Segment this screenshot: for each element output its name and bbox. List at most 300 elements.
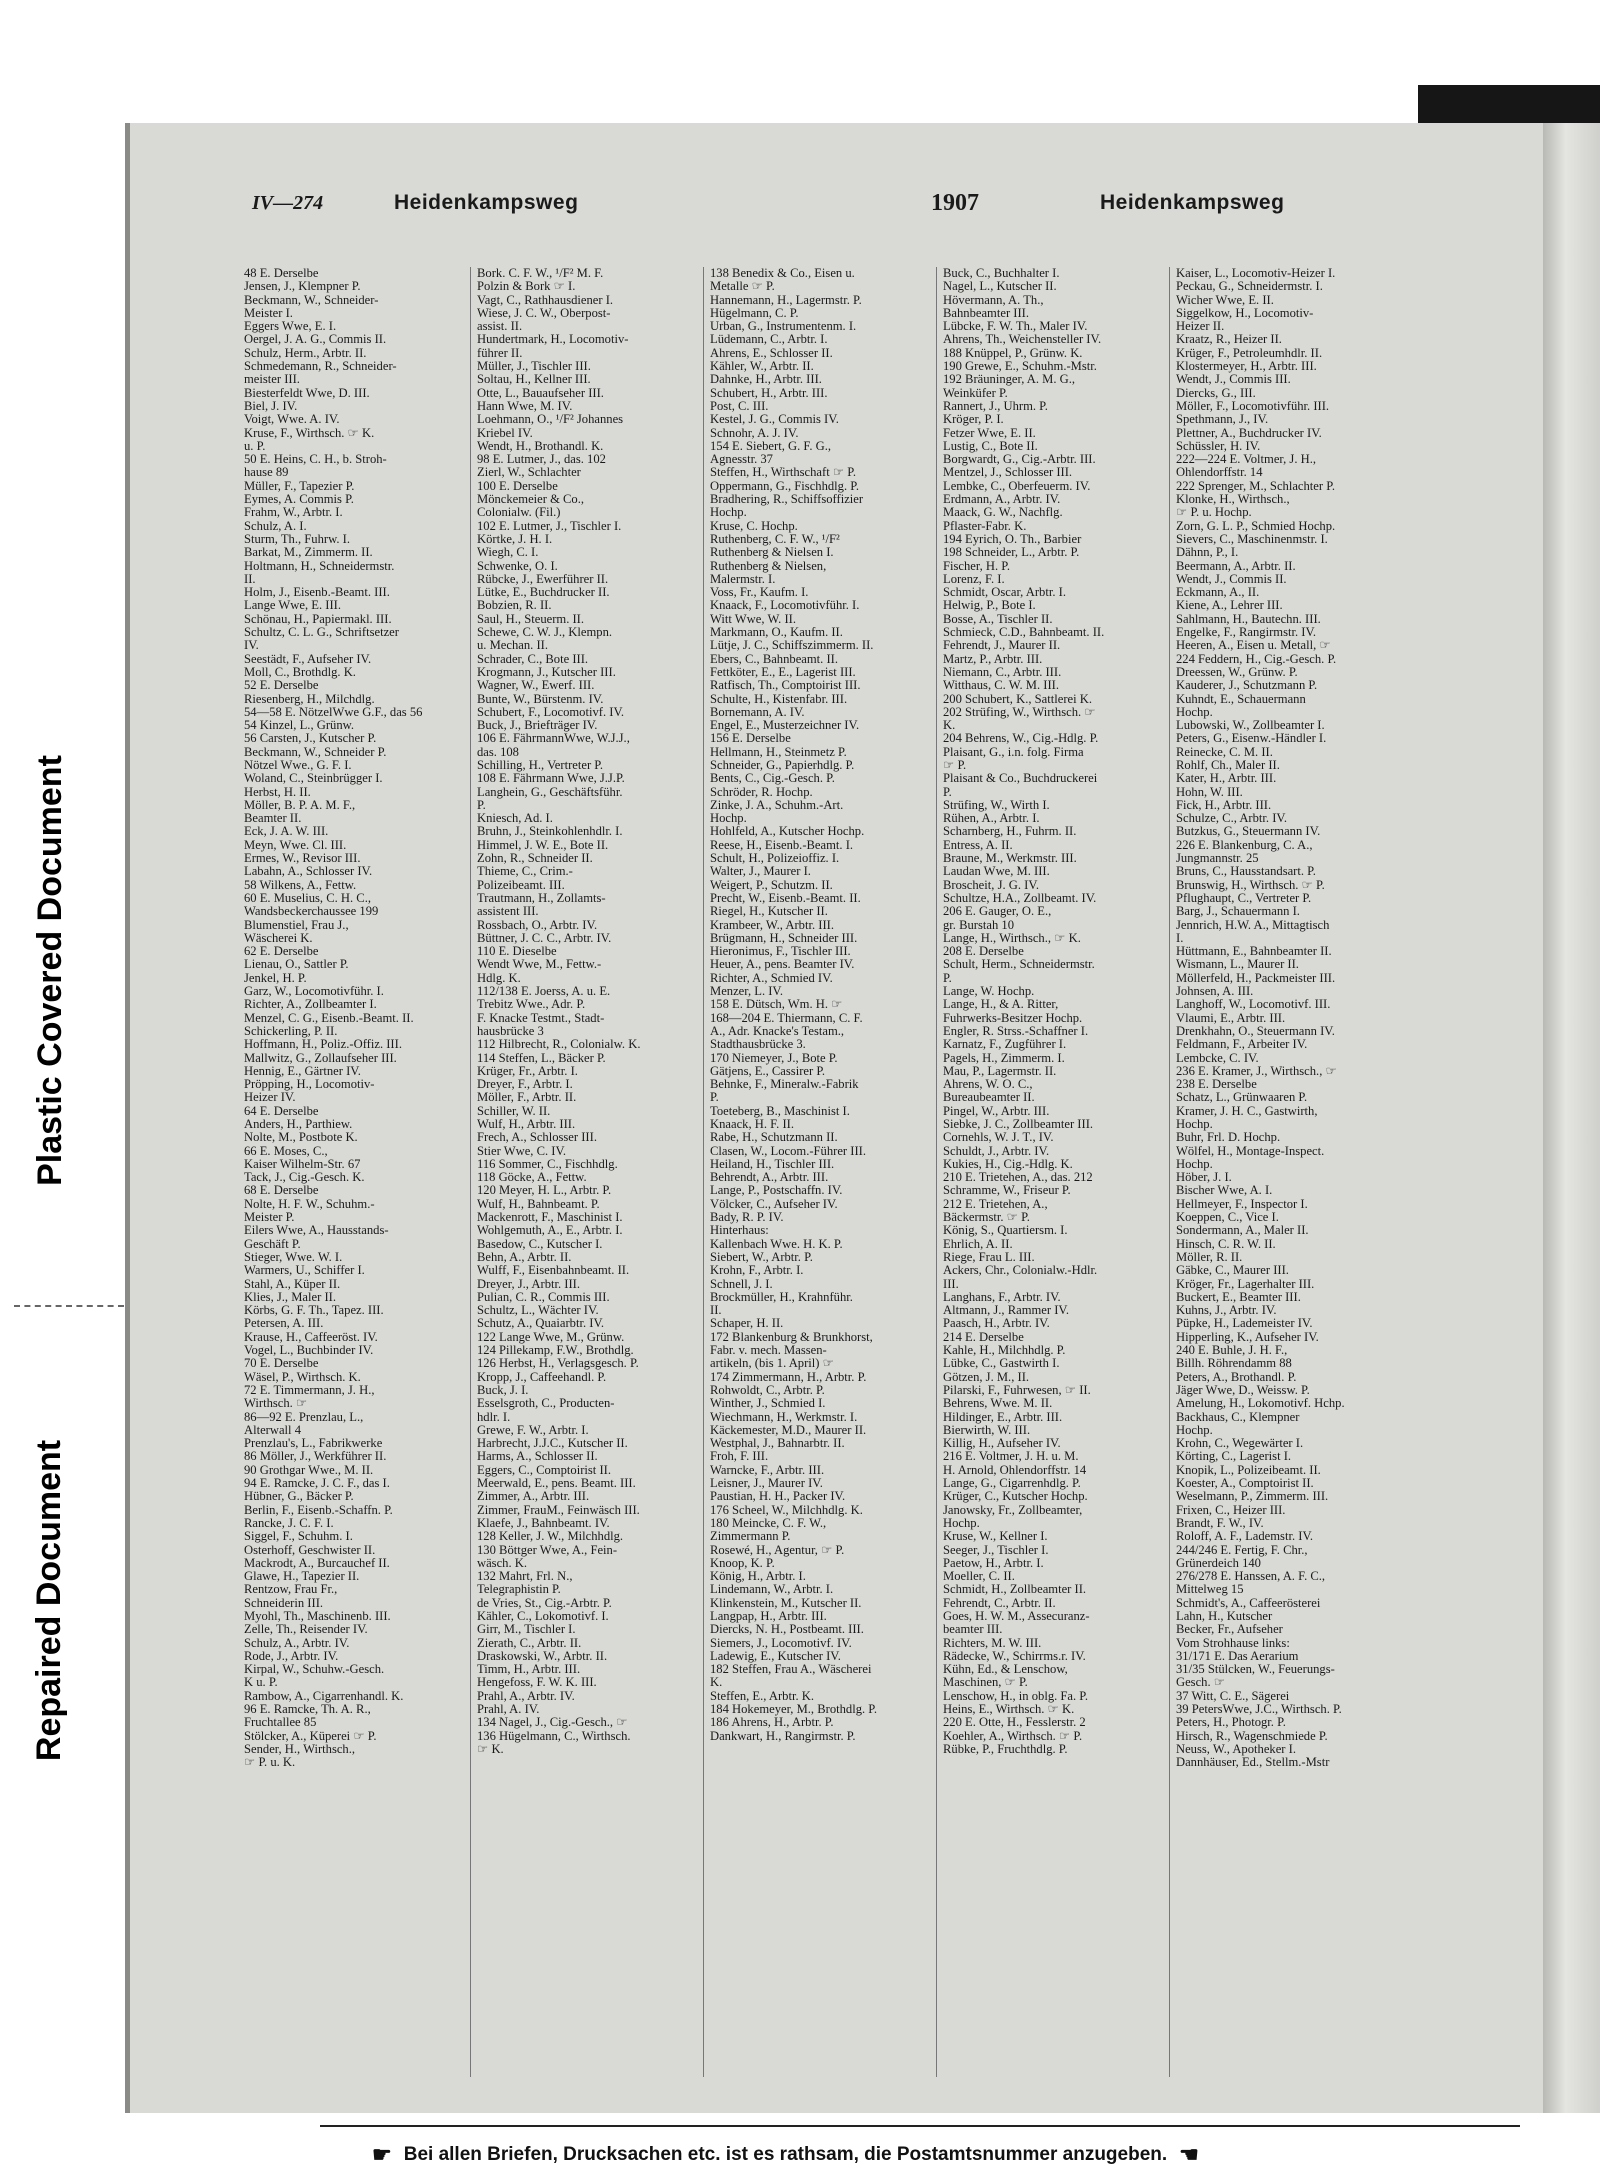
directory-entry: Hochp. [1176, 705, 1213, 719]
directory-entry: Maack, G. W., Nachflg. [943, 506, 1063, 520]
directory-entry: Mallwitz, G., Zollaufseher III. [244, 1051, 397, 1065]
directory-entry: Klonke, H., Wirthsch., [1176, 493, 1290, 507]
directory-entry: Oergel, J. A. G., Commis II. [244, 333, 387, 347]
directory-entry: Hohn, W. III. [1176, 785, 1243, 799]
directory-entry: 94 E. Ramcke, J. C. F., das I. [244, 1477, 390, 1491]
directory-entry: Ohlendorffstr. 14 [1176, 466, 1263, 480]
directory-entry: Wandsbeckerchaussee 199 [244, 905, 379, 919]
directory-entry: Schnohr, A. J. IV. [710, 426, 799, 440]
directory-entry: Wölfel, H., Montage-Inspect. [1176, 1144, 1325, 1158]
directory-entry: Schult, Herm., Schneidermstr. [943, 958, 1095, 972]
directory-entry: Polzin & Bork ☞ I. [477, 280, 576, 294]
directory-entry: Richters, M. W. III. [943, 1636, 1042, 1650]
directory-entry: 192 Bräuninger, A. M. G., [943, 373, 1076, 387]
directory-entry: Prenzlau's, L., Fabrikwerke [244, 1437, 383, 1451]
directory-entry: assist. II. [477, 320, 523, 334]
directory-entry: Lange, H., Wirthsch., ☞ K. [943, 931, 1081, 945]
directory-entry: Hennig, E., Gärtner IV. [244, 1064, 361, 1078]
directory-entry: Ruthenberg & Nielsen I. [710, 546, 834, 560]
directory-entry: Prahl, A. IV. [477, 1703, 540, 1717]
directory-entry: Wendt, J., Commis III. [1176, 373, 1291, 387]
directory-entry: Schutz, A., Quaiarbtr. IV. [477, 1317, 605, 1331]
directory-entry: Klinkenstein, M., Kutscher II. [710, 1596, 862, 1610]
directory-entry: Käckemester, M.D., Maurer II. [710, 1423, 867, 1437]
directory-entry: 156 E. Derselbe [710, 732, 791, 746]
directory-entry: Schultz, C. L. G., Schriftsetzer [244, 626, 399, 640]
directory-entry: 208 E. Derselbe [943, 945, 1024, 959]
directory-entry: Meerwald, E., pens. Beamt. III. [477, 1477, 636, 1491]
directory-entry: Kauderer, J., Schutzmann P. [1176, 679, 1318, 693]
directory-entry: 132 Mahrt, Frl. N., [477, 1570, 573, 1584]
directory-entry: Schnell, J. I. [710, 1277, 773, 1291]
directory-entry: Krause, H., Caffeeröst. IV. [244, 1330, 378, 1344]
directory-entry: Kestel, J. G., Commis IV. [710, 413, 839, 427]
directory-entry: Schramme, W., Friseur P. [943, 1184, 1071, 1198]
directory-entry: Rübcke, J., Ewerführer II. [477, 572, 609, 586]
directory-entry: Erdmann, A., Arbtr. IV. [943, 493, 1061, 507]
directory-entry: Peckau, G., Schneidermstr. I. [1176, 280, 1323, 294]
directory-entry: König, S., Quartiersm. I. [943, 1224, 1068, 1238]
directory-entry: I. [1176, 931, 1184, 945]
directory-entry: Janowsky, Fr., Zollbeamter, [943, 1503, 1083, 1517]
directory-entry: Dreessen, W., Grünw. P. [1176, 665, 1298, 679]
directory-entry: führer II. [477, 346, 523, 360]
directory-entry: Bork. C. F. W., ¹/F² M. F. [477, 267, 604, 280]
directory-entry: Cornehls, W. J. T., IV. [943, 1131, 1054, 1145]
directory-entry: Ahrens, Th., Weichensteller IV. [943, 333, 1102, 347]
directory-entry: Lüdemann, C., Arbtr. I. [710, 333, 828, 347]
directory-entry: Völcker, C., Aufseher IV. [710, 1197, 838, 1211]
directory-entry: 172 Blankenburg & Brunkhorst, [710, 1330, 873, 1344]
directory-entry: Steffen, H., Wirthschaft ☞ P. [710, 466, 857, 480]
directory-entry: 202 Strüfing, W., Wirthsch. ☞ [943, 705, 1096, 719]
directory-entry: A., Adr. Knacke's Testam., [710, 1024, 845, 1038]
directory-entry: Schickerling, P. II. [244, 1024, 338, 1038]
directory-entry: Plaisant & Co., Buchdruckerei [943, 772, 1098, 786]
directory-entry: Hundertmark, H., Locomotiv- [477, 333, 629, 347]
directory-entry: 170 Niemeyer, J., Bote P. [710, 1051, 838, 1065]
directory-entry: Wendt, J., Commis II. [1176, 572, 1287, 586]
directory-entry: Warmers, U., Schiffer I. [244, 1264, 365, 1278]
directory-entry: 188 Knüppel, P., Grünw. K. [943, 346, 1083, 360]
directory-entry: Nolte, H. F. W., Schuhm.- [244, 1197, 375, 1211]
directory-entry: Helwig, P., Bote I. [943, 599, 1036, 613]
directory-entry: 62 E. Derselbe [244, 945, 319, 959]
directory-entry: Brügmann, H., Schneider III. [710, 931, 858, 945]
directory-entry: Vogel, L., Buchbinder IV. [244, 1344, 374, 1358]
directory-entry: Blumenstiel, Frau J., [244, 918, 349, 932]
directory-entry: Laudan Wwe, M. III. [943, 865, 1050, 879]
directory-entry: Bosse, A., Tischler II. [943, 612, 1053, 626]
directory-entry: Meyn, Wwe. Cl. III. [244, 838, 347, 852]
directory-entry: Langhans, F., Arbtr. IV. [943, 1290, 1061, 1304]
directory-entry: Schiller, W. II. [477, 1104, 551, 1118]
directory-entry: Westphal, J., Bahnarbtr. II. [710, 1437, 845, 1451]
directory-entry: Hellmann, H., Steinmetz P. [710, 745, 847, 759]
footer-notice: Bei allen Briefen, Drucksachen etc. ist es rathsam, die Postamtsnummer anzugeben. [403, 2144, 1168, 2165]
directory-entry: Saul, H., Steuerm. II. [477, 612, 585, 626]
directory-entry: Jensen, J., Klempner P. [244, 280, 361, 294]
directory-entry: Trebitz Wwe., Adr. P. [477, 998, 586, 1012]
directory-entry: Lahn, H., Kutscher [1176, 1609, 1273, 1623]
directory-entry: Schmedemann, R., Schneider- [244, 360, 397, 374]
directory-entry: Langhein, G., Geschäftsführ. [477, 785, 623, 799]
directory-entry: 66 E. Moses, C., [244, 1144, 328, 1158]
directory-entry: Ruthenberg & Nielsen, [710, 559, 827, 573]
directory-entry: Koeppen, C., Vice I. [1176, 1211, 1279, 1225]
repaired-document-text: Repaired Document [30, 1439, 69, 1761]
directory-entry: Bischer Wwe, A. I. [1176, 1184, 1273, 1198]
directory-entry: Bureaubeamter II. [943, 1091, 1035, 1105]
directory-entry: Kruse, W., Kellner I. [943, 1530, 1048, 1544]
directory-entry: Schulz, A., Arbtr. IV. [244, 1636, 350, 1650]
directory-entry: Winther, J., Schmied I. [710, 1397, 826, 1411]
directory-entry: Warncke, F., Arbtr. III. [710, 1463, 825, 1477]
directory-entry: Bierwirth, W. III. [943, 1423, 1031, 1437]
directory-entry: Jenkel, H. P. [244, 971, 307, 985]
directory-entry: 112 Hilbrecht, R., Colonialw. K. [477, 1038, 641, 1052]
directory-entry: Krohn, F., Arbtr. I. [710, 1264, 804, 1278]
directory-entry: artikeln, (bis 1. April) ☞ [710, 1357, 834, 1371]
directory-entry: Metalle ☞ P. [710, 280, 775, 294]
directory-entry: 180 Meincke, C. F. W., [710, 1516, 827, 1530]
directory-entry: Diercks, N. H., Postbeamt. III. [710, 1623, 864, 1637]
directory-entry: Witthaus, C. W. M. III. [943, 679, 1059, 693]
directory-entry: P. [477, 798, 486, 812]
directory-entry: ☞ P. u. Hochp. [1176, 506, 1252, 520]
directory-entry: Rabe, H., Schutzmann II. [710, 1131, 838, 1145]
directory-entry: 86—92 E. Prenzlau, L., [244, 1410, 364, 1424]
directory-entry: Jungmannstr. 25 [1176, 852, 1259, 866]
directory-entry: Roloff, A. F., Lademstr. IV. [1176, 1530, 1314, 1544]
directory-entry: Krogmann, J., Kutscher III. [477, 665, 616, 679]
directory-entry: 222 Sprenger, M., Schlachter P. [1176, 479, 1335, 493]
directory-entry: Hochp. [1176, 1118, 1213, 1131]
directory-entry: 204 Behrens, W., Cig.-Hdlg. P. [943, 732, 1099, 746]
directory-entry: 56 Carsten, J., Kutscher P. [244, 732, 377, 746]
directory-entry: Killig, H., Aufseher IV. [943, 1437, 1061, 1451]
directory-entry: Heizer II. [1176, 320, 1225, 334]
directory-entry: 226 E. Blankenburg, C. A., [1176, 838, 1313, 852]
directory-entry: Hinterhaus: [710, 1224, 769, 1238]
directory-entry: Wulff, F., Eisenbahnbeamt. II. [477, 1264, 630, 1278]
directory-entry: K. [943, 719, 956, 733]
directory-entry: Meister I. [244, 306, 293, 320]
directory-entry: Harbrecht, J.J.C., Kutscher II. [477, 1437, 628, 1451]
directory-entry: 118 Göcke, A., Fettw. [477, 1171, 587, 1185]
directory-entry: 174 Zimmermann, H., Arbtr. P. [710, 1370, 867, 1384]
directory-entry: Dahnke, H., Arbtr. III. [710, 373, 822, 387]
directory-entry: Prahl, A., Arbtr. IV. [477, 1689, 575, 1703]
directory-entry: de Vries, St., Cig.-Arbtr. P. [477, 1596, 612, 1610]
directory-entry: Mönckemeier & Co., [477, 493, 585, 507]
directory-entry: Hildinger, E., Arbtr. III. [943, 1410, 1063, 1424]
directory-entry: Wulf, H., Arbtr. III. [477, 1118, 576, 1131]
directory-entry: Loehmann, O., ¹/F² Johannes [477, 413, 624, 427]
directory-entry: Ruthenberg, C. F. W., ¹/F² [710, 532, 840, 546]
directory-entry: Rohwoldt, C., Arbtr. P. [710, 1383, 825, 1397]
directory-entry: Rühen, A., Arbtr. I. [943, 812, 1040, 826]
document-page [125, 123, 1543, 2167]
directory-entry: Kiene, A., Lehrer III. [1176, 599, 1283, 613]
directory-entry: 58 Wilkens, A., Fettw. [244, 878, 357, 892]
directory-entry: Trautmann, H., Zollamts- [477, 891, 606, 905]
directory-entry: Maschinen, ☞ P. [943, 1676, 1028, 1690]
directory-entry: Ratfisch, Th., Comptoirist III. [710, 679, 861, 693]
directory-entry: Bobzien, R. II. [477, 599, 552, 613]
page-header [252, 185, 1292, 221]
pointing-hand-icon: ☚ [1179, 2142, 1199, 2167]
directory-entry: Hirsch, R., Wagenschmiede P. [1176, 1729, 1328, 1743]
directory-entry: 130 Böttger Wwe, A., Fein- [477, 1543, 618, 1557]
directory-entry: Nötzel Wwe., G. F. I. [244, 758, 352, 772]
directory-entry: Polizeibeamt. III. [477, 878, 565, 892]
pointing-hand-icon: ☛ [372, 2142, 392, 2167]
directory-entry: Lembke, C., Oberfeuerm. IV. [943, 479, 1091, 493]
directory-entry: Geschäft P. [244, 1237, 301, 1251]
directory-entry: Möller, R. II. [1176, 1250, 1243, 1264]
directory-entry: Schröder, R. Hochp. [710, 785, 813, 799]
directory-entry: Mau, P., Lagermstr. II. [943, 1064, 1057, 1078]
directory-entry: Heeren, A., Eisen u. Metall, ☞ [1176, 639, 1331, 653]
directory-entry: 168—204 E. Thiermann, C. F. [710, 1011, 863, 1025]
directory-entry: Lustig, C., Bote II. [943, 439, 1038, 453]
directory-entry: Moeller, C. II. [943, 1570, 1015, 1584]
directory-entry: Lange, P., Postschaffn. IV. [710, 1184, 843, 1198]
directory-entry: Neuss, W., Apotheker I. [1176, 1742, 1296, 1756]
directory-entry: P. [943, 971, 952, 985]
directory-entry: gr. Burstah 10 [943, 918, 1015, 932]
directory-entry: Peters, H., Photogr. P. [1176, 1716, 1286, 1730]
directory-entry: Lange Wwe, E. III. [244, 599, 341, 613]
directory-entry: 154 E. Siebert, G. F. G., [710, 439, 832, 453]
directory-entry: Stier Wwe, C. IV. [477, 1144, 567, 1158]
directory-entry: Hohlfeld, A., Kutscher Hochp. [710, 825, 865, 839]
directory-entry: meister III. [244, 373, 300, 387]
directory-column [1170, 267, 1412, 2077]
directory-entry: Kriebel IV. [477, 426, 533, 440]
directory-entry: 138 Benedix & Co., Eisen u. [710, 267, 855, 280]
directory-entry: Plaisant, G., i.n. folg. Firma [943, 745, 1084, 759]
directory-entry: Kaiser, L., Locomotiv-Heizer I. [1176, 267, 1336, 280]
directory-entry: Wulf, H., Bahnbeamt. P. [477, 1197, 600, 1211]
directory-entry: Seestädt, F., Aufseher IV. [244, 652, 372, 666]
directory-entry: 220 E. Otte, H., Fesslerstr. 2 [943, 1716, 1086, 1730]
directory-entry: Draskowski, W., Arbtr. II. [477, 1649, 608, 1663]
directory-entry: Höber, J. I. [1176, 1171, 1232, 1185]
directory-entry: Zelle, Th., Reisender IV. [244, 1623, 368, 1637]
directory-entry: 48 E. Derselbe [244, 267, 319, 280]
directory-entry: Kahle, H., Milchhdlg. P. [943, 1344, 1066, 1358]
directory-entry: Krüger, Fr., Arbtr. I. [477, 1064, 578, 1078]
directory-entry: ☞ P. u. K. [244, 1756, 296, 1770]
directory-entry: Schult, H., Polizeioffiz. I. [710, 852, 840, 866]
directory-entry: Ackers, Chr., Colonialw.-Hdlr. [943, 1264, 1098, 1278]
directory-entry: Braune, M., Werkmstr. III. [943, 852, 1077, 866]
directory-entry: Rentzow, Frau Fr., [244, 1583, 338, 1597]
directory-entry: Lange, W. Hochp. [943, 985, 1035, 999]
directory-entry: Harms, A., Schlosser II. [477, 1450, 598, 1464]
street-title-left: Heidenkampsweg [394, 191, 579, 214]
directory-entry: Kniesch, Ad. I. [477, 812, 553, 826]
directory-entry: Grewe, F. W., Arbtr. I. [477, 1423, 589, 1437]
directory-entry: 52 E. Derselbe [244, 679, 319, 693]
directory-entry: ☞ K. [477, 1742, 504, 1756]
directory-entry: Engler, R. Strss.-Schaffner I. [943, 1024, 1089, 1038]
directory-entry: Walter, J., Maurer I. [710, 865, 811, 879]
directory-entry: Koehler, A., Wirthsch. ☞ P. [943, 1729, 1083, 1743]
directory-entry: Dreyer, F., Arbtr. I. [477, 1078, 573, 1092]
directory-entry: Müller, J., Tischler III. [477, 360, 591, 374]
directory-entry: Colonialw. (Fil.) [477, 506, 561, 520]
directory-entry: Agnesstr. 37 [710, 453, 773, 467]
directory-entry: Richter, A., Schmied IV. [710, 971, 833, 985]
directory-entry: Siggelkow, H., Locomotiv- [1176, 306, 1314, 320]
directory-entry: u. P. [244, 439, 266, 453]
directory-entry: 222—224 E. Voltmer, J. H., [1176, 453, 1317, 467]
directory-entry: Knopik, L., Polizeibeamt. II. [1176, 1463, 1321, 1477]
directory-entry: Dannhäuser, Ed., Stellm.-Mstr [1176, 1756, 1330, 1770]
directory-entry: Timm, H., Arbtr. III. [477, 1663, 581, 1677]
directory-entry: Hdlg. K. [477, 971, 521, 985]
directory-entry: Schubert, H., Arbtr. III. [710, 386, 828, 400]
directory-entry: Mackrodt, A., Burcauchef II. [244, 1556, 390, 1570]
directory-entry: Zimmermann P. [710, 1530, 791, 1544]
directory-entry: Rode, J., Arbtr. IV. [244, 1649, 339, 1663]
directory-entry: Girr, M., Tischler I. [477, 1623, 576, 1637]
directory-entry: Holm, J., Eisenb.-Beamt. III. [244, 586, 390, 600]
directory-entry: Urban, G., Instrumentenm. I. [710, 320, 857, 334]
directory-entry: Buck, J. I. [477, 1383, 529, 1397]
directory-entry: Zohn, R., Schneider II. [477, 852, 593, 866]
directory-entry: Reinecke, C. M. II. [1176, 745, 1273, 759]
directory-entry: Eckmann, A., II. [1176, 586, 1260, 600]
directory-entry: beamter III. [943, 1623, 1003, 1637]
directory-entry: Hinsch, C. R. W. II. [1176, 1237, 1276, 1251]
page-footer [360, 2135, 1540, 2175]
directory-entry: 158 E. Dütsch, Wm. H. ☞ [710, 998, 843, 1012]
directory-entry: 114 Steffen, L., Bäcker P. [477, 1051, 606, 1065]
directory-entry: Lange, G., Cigarrenhdlg. P. [943, 1477, 1081, 1491]
directory-entry: Lindemann, W., Arbtr. I. [710, 1583, 834, 1597]
directory-entry: Pulian, C. R., Commis III. [477, 1290, 610, 1304]
directory-entry: Stadthausbrücke 3. [710, 1038, 806, 1052]
directory-entry: Fischer, H. P. [943, 559, 1011, 573]
directory-entry: Lembcke, C. IV. [1176, 1051, 1259, 1065]
directory-entry: Siebert, W., Arbtr. P. [710, 1250, 813, 1264]
directory-entry: Pflaster-Fabr. K. [943, 519, 1027, 533]
directory-entry: 110 E. Dieselbe [477, 945, 557, 959]
directory-entry: Biesterfeldt Wwe, D. III. [244, 386, 370, 400]
directory-entry: hausbrücke 3 [477, 1024, 544, 1038]
directory-entry: 31/35 Stülcken, W., Feuerungs- [1176, 1663, 1335, 1677]
directory-entry: Hipperling, K., Aufseher IV. [1176, 1330, 1319, 1344]
directory-entry: Barkat, M., Zimmerm. II. [244, 546, 373, 560]
directory-entry: 128 Keller, J. W., Milchhdlg. [477, 1530, 624, 1544]
directory-entry: Schwenke, O. I. [477, 559, 558, 573]
directory-entry: Möller, F., Arbtr. II. [477, 1091, 577, 1105]
directory-entry: 70 E. Derselbe [244, 1357, 319, 1371]
plastic-covered-text: Plastic Covered Document [30, 754, 69, 1186]
directory-entry: Osterhoff, Geschwister II. [244, 1543, 376, 1557]
directory-entry: Schmidt's, A., Caffeerösterei [1176, 1596, 1321, 1610]
directory-entry: Kröger, Fr., Lagerhalter III. [1176, 1277, 1315, 1291]
directory-entry: Pagels, H., Zimmerm. I. [943, 1051, 1065, 1065]
directory-entry: Frixen, C., Heizer III. [1176, 1503, 1286, 1517]
directory-entry: H. Arnold, Ohlendorffstr. 14 [943, 1463, 1087, 1477]
directory-entry: Wäsel, P., Wirthsch. K. [244, 1370, 361, 1384]
directory-entry: Paustian, H. H., Packer IV. [710, 1490, 846, 1504]
page-number: IV—274 [252, 191, 324, 214]
directory-entry: Hieronimus, F., Tischler III. [710, 945, 851, 959]
directory-entry: Hochp. [1176, 1423, 1213, 1437]
directory-entry: 216 E. Voltmer, J. H. u. M. [943, 1450, 1079, 1464]
directory-entry: Lubowski, W., Zollbeamter I. [1176, 719, 1325, 733]
directory-entry: Beamter II. [244, 812, 302, 826]
directory-entry: Seeger, J., Tischler I. [943, 1543, 1049, 1557]
directory-entry: Lienau, O., Sattler P. [244, 958, 349, 972]
directory-entry: Heizer IV. [244, 1091, 296, 1105]
directory-entry: Diercks, G., III. [1176, 386, 1256, 400]
directory-entry: Bruhn, J., Steinkohlenhdlr. I. [477, 825, 623, 839]
directory-entry: 136 Hügelmann, C., Wirthsch. [477, 1729, 631, 1743]
directory-entry: Tack, J., Cig.-Gesch. K. [244, 1171, 365, 1185]
directory-entry: Knaack, F., Locomotivführ. I. [710, 599, 860, 613]
directory-entry: Bruns, C., Hausstandsart. P. [1176, 865, 1316, 879]
directory-entry: Weinküfer P. [943, 386, 1008, 400]
directory-entry: Körting, C., Lagerist I. [1176, 1450, 1292, 1464]
directory-entry: Strüfing, W., Wirth I. [943, 798, 1050, 812]
directory-entry: Zorn, G. L. P., Schmied Hochp. [1176, 519, 1336, 533]
directory-entry: Witt Wwe, W. II. [710, 612, 797, 626]
directory-entry: Kramer, J. H. C., Gastwirth, [1176, 1104, 1318, 1118]
directory-entry: Eymes, A. Commis P. [244, 493, 354, 507]
directory-entry: Goes, H. W. M., Assecuranz- [943, 1609, 1090, 1623]
directory-entry: Schüssler, H. IV. [1176, 439, 1261, 453]
directory-entry: Schultze, H.A., Zollbeamt. IV. [943, 891, 1097, 905]
directory-entry: Körtke, J. H. I. [477, 532, 553, 546]
directory-entry: Hoffmann, H., Poliz.-Offiz. III. [244, 1038, 402, 1052]
directory-entry: Mackenrott, F., Maschinist I. [477, 1211, 623, 1225]
directory-entry: Weselmann, P., Zimmerm. III. [1176, 1490, 1329, 1504]
directory-entry: Hannemann, H., Lagermstr. P. [710, 293, 862, 307]
directory-entry: Hochp. [710, 812, 747, 826]
directory-entry: Kirpal, W., Schuhw.-Gesch. [244, 1663, 385, 1677]
directory-entry: Eggers Wwe, E. I. [244, 320, 337, 334]
directory-entry: Gesch. ☞ [1176, 1676, 1226, 1690]
directory-entry: Bornemann, A. IV. [710, 705, 805, 719]
directory-entry: Pingel, W., Arbtr. III. [943, 1104, 1050, 1118]
directory-entry: K u. P. [244, 1676, 278, 1690]
directory-entry: Schmieck, C.D., Bahnbeamt. II. [943, 626, 1105, 640]
directory-entry: Sievers, C., Maschinenmstr. I. [1176, 532, 1328, 546]
directory-entry: Reese, H., Eisenb.-Beamt. I. [710, 838, 854, 852]
directory-column [937, 267, 1170, 2077]
directory-entry: Pröpping, H., Locomotiv- [244, 1078, 375, 1092]
directory-entry: Martz, P., Arbtr. III. [943, 652, 1043, 666]
directory-entry: Wäscherei K. [244, 931, 313, 945]
directory-entry: Kater, H., Arbtr. III. [1176, 772, 1277, 786]
directory-entry: Herbst, H. II. [244, 785, 311, 799]
directory-entry: Glawe, H., Tapezier II. [244, 1570, 360, 1584]
directory-entry: Weigert, P., Schutzm. II. [710, 878, 833, 892]
directory-entry: Clasen, W., Locom.-Führer III. [710, 1144, 866, 1158]
directory-entry: Kraatz, R., Heizer II. [1176, 333, 1282, 347]
directory-entry: Lütje, J. C., Schiffszimmerm. II. [710, 639, 874, 653]
directory-entry: Scharnberg, H., Fuhrm. II. [943, 825, 1077, 839]
directory-entry: 60 E. Muselius, C. H. C., [244, 891, 371, 905]
directory-entry: Borgwardt, G., Cig.-Arbtr. III. [943, 453, 1096, 467]
